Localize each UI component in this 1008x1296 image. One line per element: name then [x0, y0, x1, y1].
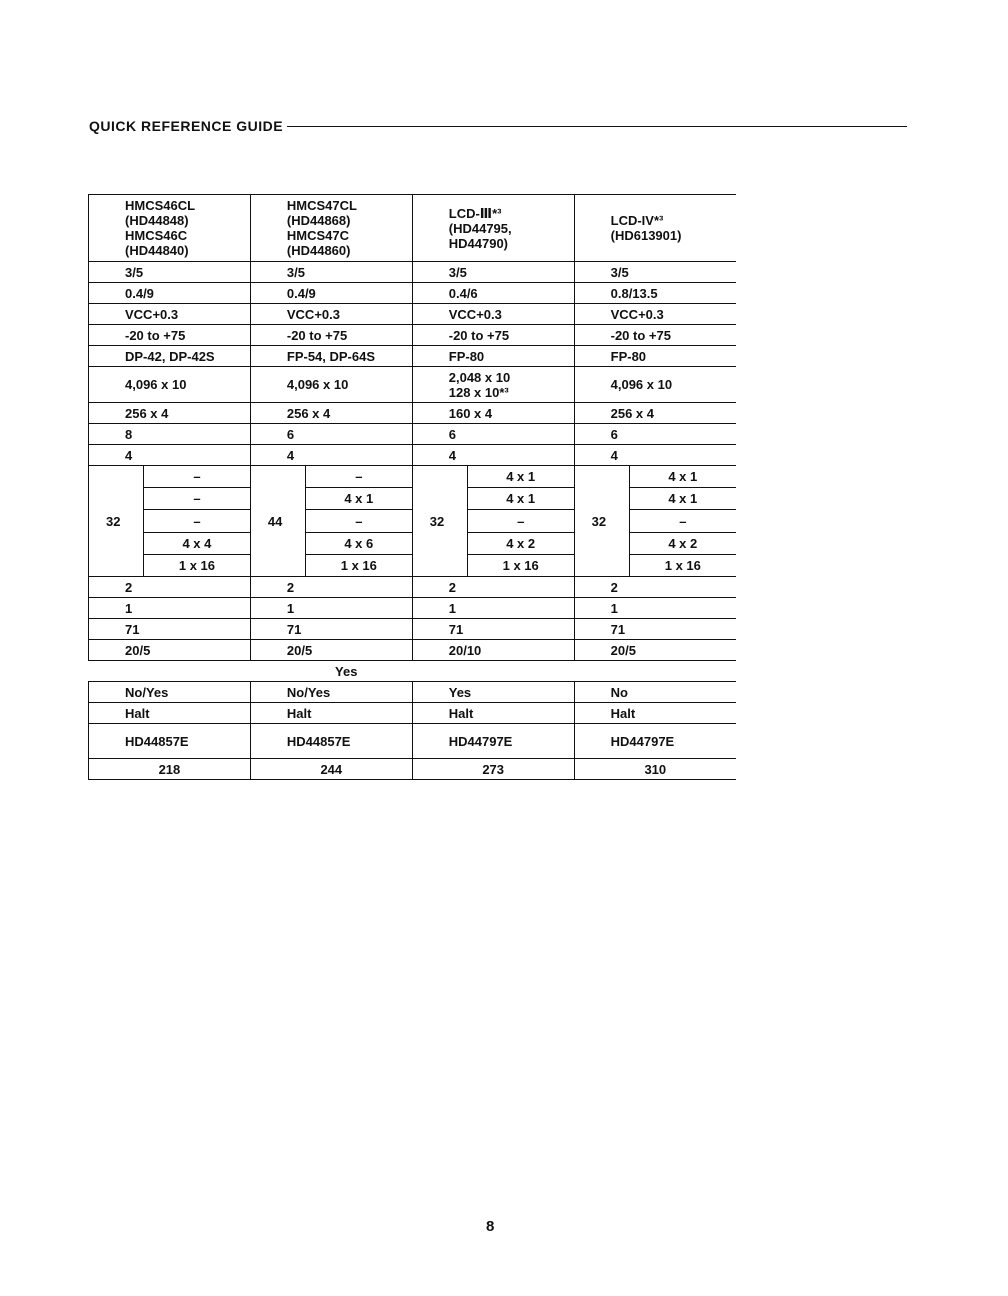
- table-cell: 8: [89, 424, 251, 445]
- io-item: –: [468, 509, 574, 531]
- table-cell: 0.4/6: [412, 283, 574, 304]
- io-cell: [89, 466, 251, 577]
- table-row: [89, 703, 737, 724]
- io-item: –: [144, 509, 250, 531]
- table-cell: VCC+0.3: [412, 304, 574, 325]
- table-row-part: [89, 724, 737, 759]
- io-item: 1 x 16: [306, 554, 412, 576]
- io-item: 1 x 16: [468, 554, 574, 576]
- io-total: 32: [591, 513, 607, 529]
- table-cell: FP-80: [574, 346, 736, 367]
- table-cell: 0.4/9: [89, 283, 251, 304]
- table-cell: 1: [89, 598, 251, 619]
- table-cell: 20/5: [574, 640, 736, 661]
- table-cell: 4: [412, 445, 574, 466]
- io-total: 44: [267, 513, 283, 529]
- table-cell: -20 to +75: [89, 325, 251, 346]
- table-cell: No/Yes: [89, 682, 251, 703]
- table-cell: 71: [250, 619, 412, 640]
- table-cell: 6: [574, 424, 736, 445]
- table-row-yes: [89, 661, 737, 682]
- io-item: 4 x 1: [306, 487, 412, 509]
- table-row: [89, 424, 737, 445]
- table-cell: Halt: [89, 703, 251, 724]
- table-cell: 71: [89, 619, 251, 640]
- yes-label: Yes: [89, 661, 737, 682]
- io-cell: [574, 466, 736, 577]
- io-item: –: [630, 509, 736, 531]
- table-cell: 244: [250, 759, 412, 780]
- table-cell: -20 to +75: [412, 325, 574, 346]
- table-cell: Yes: [412, 682, 574, 703]
- io-item: 4 x 1: [506, 469, 536, 485]
- io-item: –: [193, 469, 201, 485]
- table-cell: 20/10: [412, 640, 574, 661]
- header-cell: HMCS47CL (HD44868) HMCS47C (HD44860): [250, 195, 412, 262]
- io-item: –: [144, 487, 250, 509]
- header-cell: LCD-Ⅲ*³ (HD44795, HD44790): [412, 195, 574, 262]
- table-cell: 3/5: [574, 262, 736, 283]
- table-row: [89, 346, 737, 367]
- table-cell: Halt: [574, 703, 736, 724]
- table-cell: 20/5: [250, 640, 412, 661]
- header-cell: LCD-IV*³ (HD613901): [574, 195, 736, 262]
- table-cell: VCC+0.3: [250, 304, 412, 325]
- header-rule: [287, 126, 907, 127]
- table-row: [89, 283, 737, 304]
- table-row: [89, 577, 737, 598]
- table-cell: 4,096 x 10: [250, 367, 412, 403]
- io-total: 32: [106, 513, 121, 529]
- table-cell: 0.8/13.5: [574, 283, 736, 304]
- table-row-io: [89, 466, 737, 577]
- io-item: –: [306, 509, 412, 531]
- io-item: –: [355, 469, 363, 485]
- table-cell: 2,048 x 10 128 x 10*³: [412, 367, 574, 403]
- io-item: 4 x 6: [306, 532, 412, 554]
- io-cell: [250, 466, 412, 577]
- table-cell: 1: [574, 598, 736, 619]
- table-cell: 273: [412, 759, 574, 780]
- io-item: 1 x 16: [630, 554, 736, 576]
- table-row: [89, 445, 737, 466]
- table-row: [89, 682, 737, 703]
- table-cell: HD44797E: [574, 724, 736, 759]
- table-cell: 0.4/9: [250, 283, 412, 304]
- table-cell: HD44857E: [250, 724, 412, 759]
- table-cell: 2: [412, 577, 574, 598]
- table-cell: -20 to +75: [574, 325, 736, 346]
- io-item: 4 x 4: [144, 532, 250, 554]
- table-cell: 2: [250, 577, 412, 598]
- table-cell: No/Yes: [250, 682, 412, 703]
- table-cell: 2: [89, 577, 251, 598]
- table-row-page: [89, 759, 737, 780]
- table-cell: 4,096 x 10: [89, 367, 251, 403]
- table-row: [89, 262, 737, 283]
- table-cell: Halt: [412, 703, 574, 724]
- table-cell: 71: [412, 619, 574, 640]
- quick-reference-table: [88, 194, 736, 780]
- table-cell: 6: [250, 424, 412, 445]
- table-cell: VCC+0.3: [89, 304, 251, 325]
- table-cell: DP-42, DP-42S: [89, 346, 251, 367]
- table-cell: 4: [574, 445, 736, 466]
- table-cell: HD44797E: [412, 724, 574, 759]
- table-row: [89, 619, 737, 640]
- table-cell: 4: [89, 445, 251, 466]
- table-cell: VCC+0.3: [574, 304, 736, 325]
- table-cell: HD44857E: [89, 724, 251, 759]
- page-number: 8: [486, 1218, 495, 1235]
- table-cell: No: [574, 682, 736, 703]
- table-cell: 20/5: [89, 640, 251, 661]
- table-cell: 3/5: [412, 262, 574, 283]
- table-cell: 1: [412, 598, 574, 619]
- io-item: 4 x 1: [468, 487, 574, 509]
- table-cell: 256 x 4: [250, 403, 412, 424]
- table-cell: 4: [250, 445, 412, 466]
- table-cell: -20 to +75: [250, 325, 412, 346]
- table-cell: 3/5: [89, 262, 251, 283]
- io-total: 32: [429, 513, 445, 529]
- io-item: 4 x 2: [630, 532, 736, 554]
- table-row: [89, 640, 737, 661]
- io-cell: [412, 466, 574, 577]
- io-item: 4 x 1: [668, 469, 698, 485]
- table-cell: 3/5: [250, 262, 412, 283]
- table-cell: Halt: [250, 703, 412, 724]
- header-cell: HMCS46CL (HD44848) HMCS46C (HD44840): [89, 195, 251, 262]
- table-row-rom: [89, 367, 737, 403]
- table-row: [89, 325, 737, 346]
- table-cell: 218: [89, 759, 251, 780]
- table-cell: 6: [412, 424, 574, 445]
- table-cell: 2: [574, 577, 736, 598]
- table-row: [89, 304, 737, 325]
- table-cell: 4,096 x 10: [574, 367, 736, 403]
- page-header: QUICK REFERENCE GUIDE: [89, 118, 284, 134]
- io-item: 4 x 1: [630, 487, 736, 509]
- table-cell: FP-54, DP-64S: [250, 346, 412, 367]
- table-header-row: [89, 195, 737, 262]
- table-cell: 71: [574, 619, 736, 640]
- io-item: 1 x 16: [144, 554, 250, 576]
- table-cell: 1: [250, 598, 412, 619]
- table-cell: FP-80: [412, 346, 574, 367]
- table-row: [89, 403, 737, 424]
- table-cell: 160 x 4: [412, 403, 574, 424]
- io-item: 4 x 2: [468, 532, 574, 554]
- table-cell: 310: [574, 759, 736, 780]
- table-cell: 256 x 4: [89, 403, 251, 424]
- table-cell: 256 x 4: [574, 403, 736, 424]
- table-row: [89, 598, 737, 619]
